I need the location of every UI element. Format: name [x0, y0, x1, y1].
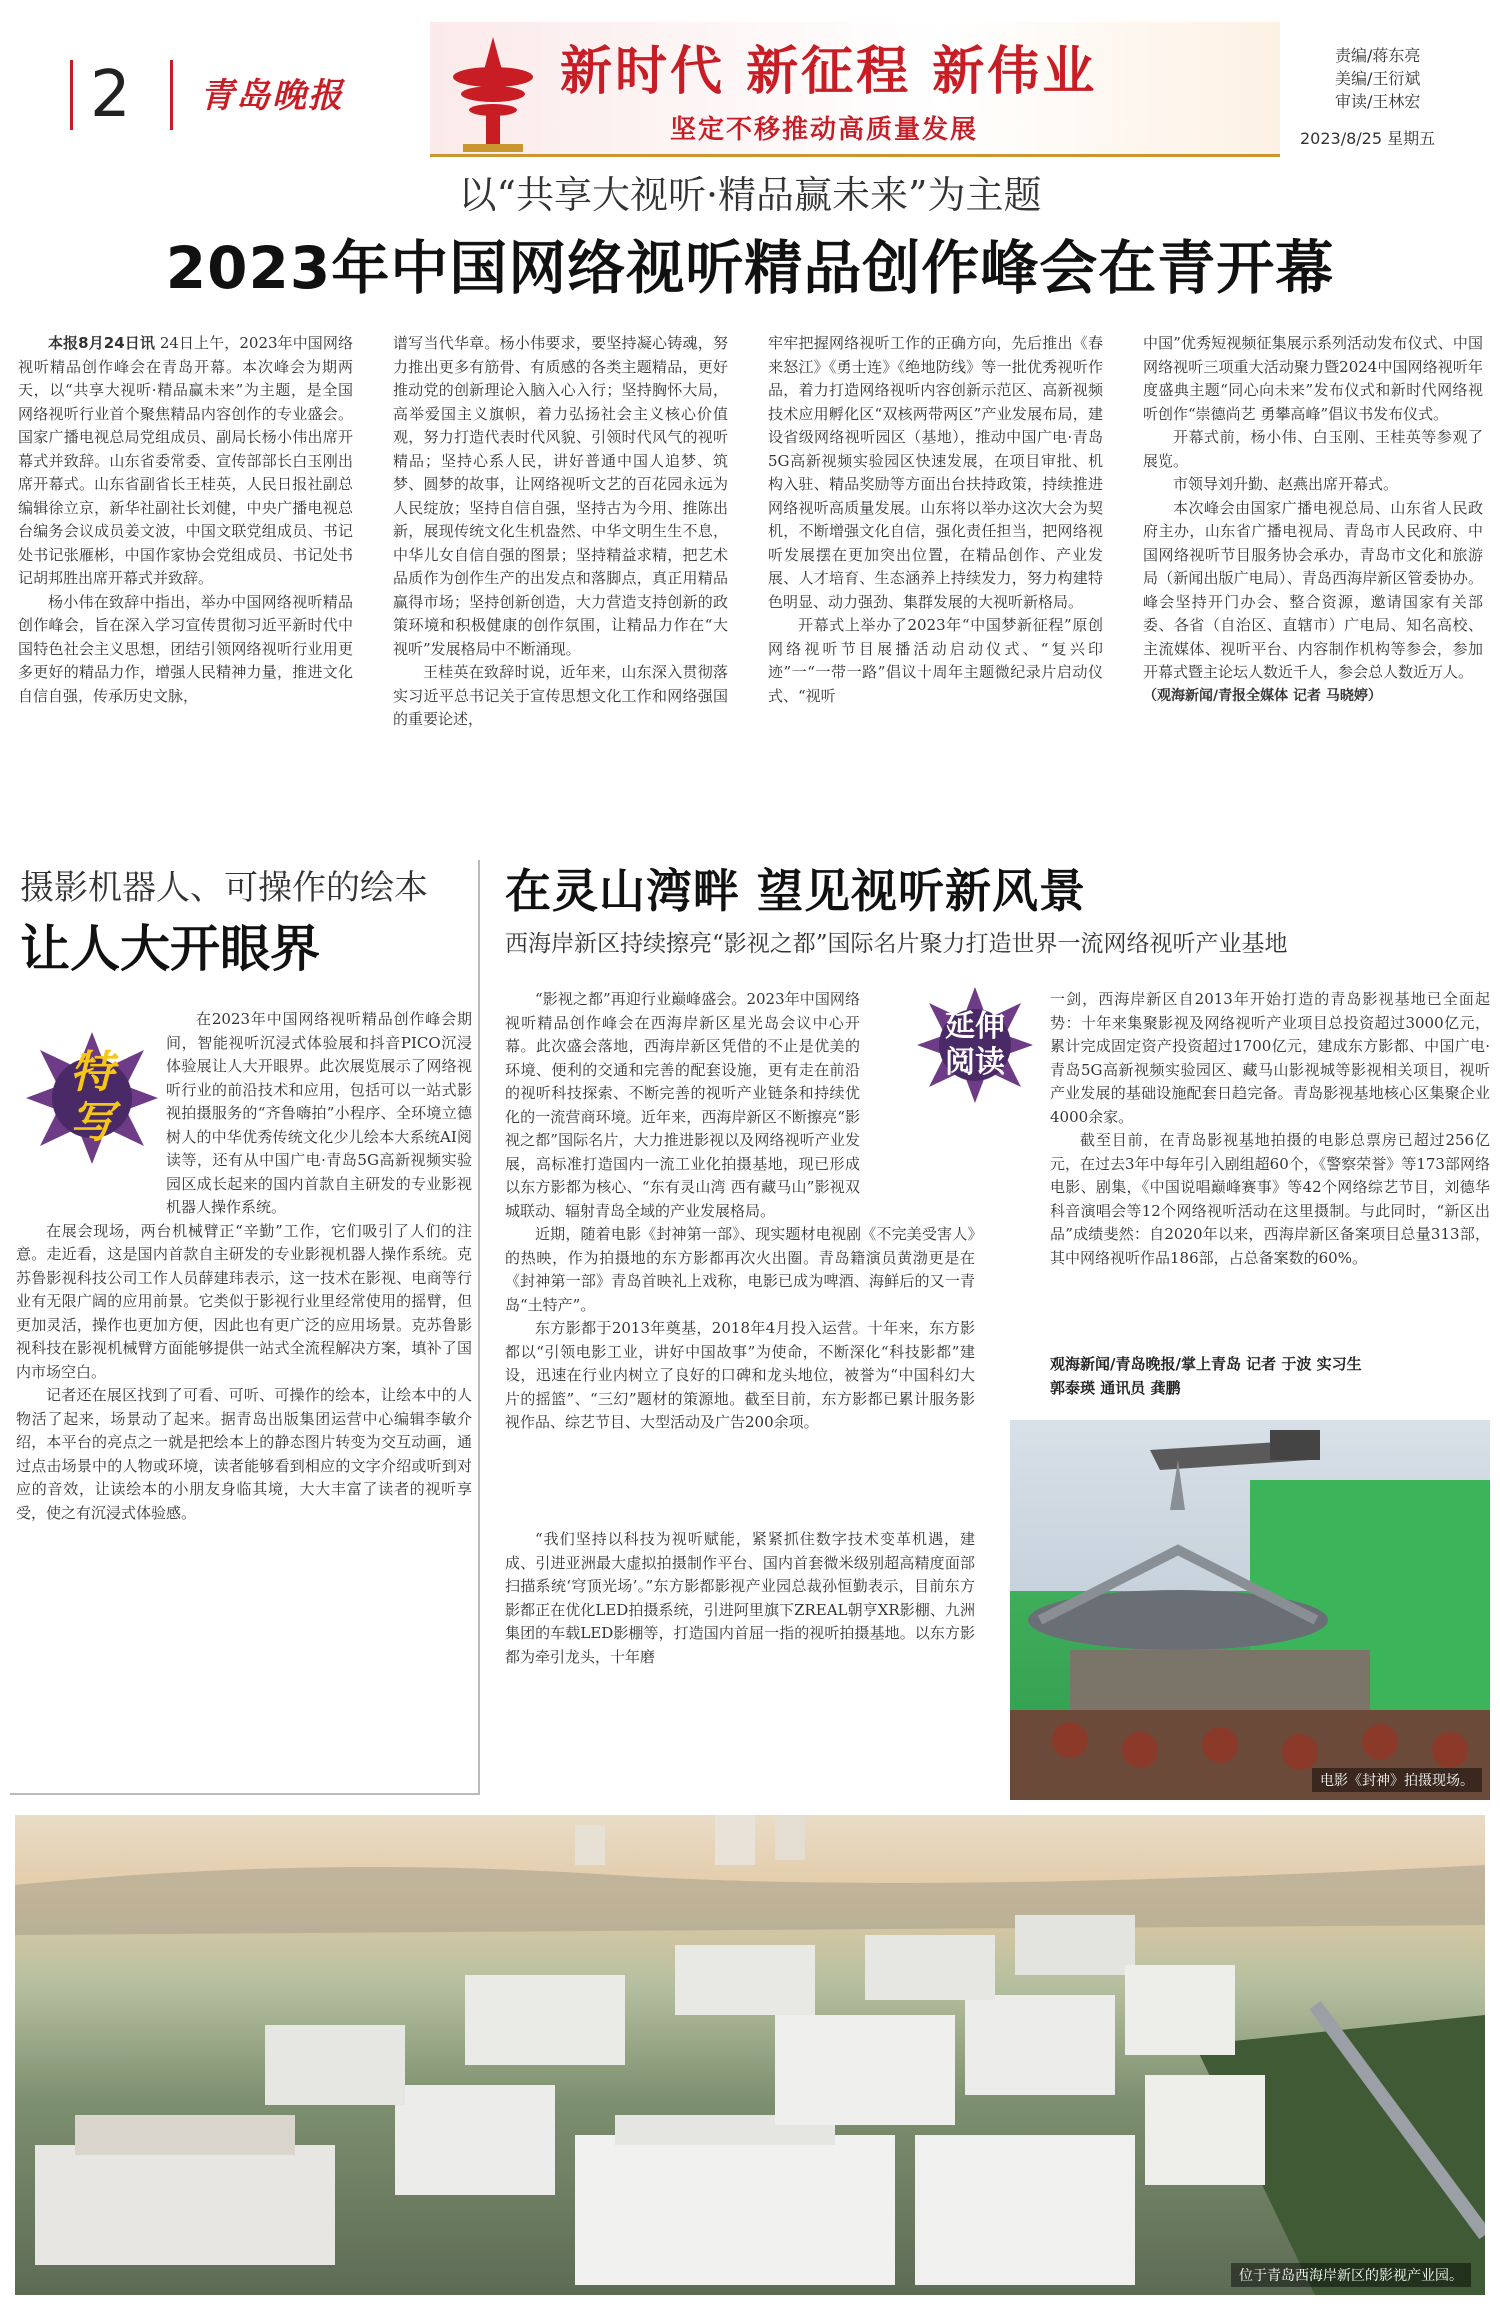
feature-headline: 让人大开眼界	[20, 920, 320, 978]
staff-credits	[1335, 44, 1420, 113]
extension-headline: 在灵山湾畔 望见视听新风景	[505, 864, 1087, 918]
lead-paragraph: 中国”优秀短视频征集展示系列活动发布仪式、中国网络视听三项重大活动聚力暨2024中国网络视听年度盛典主题“同心向未来”发布仪式和新时代网络视听创作“崇德尚艺 勇攀高峰”倡议书发布仪式。	[1143, 334, 1483, 423]
film-set-photo	[1010, 1420, 1490, 1800]
feature-paragraph: 记者还在展区找到了可看、可听、可操作的绘本，让绘本中的人物活了起来，场景动了起来。据青岛出版集团运营中心编辑李敏介绍，本平台的亮点之一就是把绘本上的静态图片转变为交互动画，通过点击场景中的人物或环境，读者能够看到相应的文字介绍或听到对应的音效，让读绘本的小朋友身临其境，大大丰富了读者的视听享受，使之有沉浸式体验感。	[16, 1386, 472, 1522]
lead-paragraph: 市领导刘升勤、赵燕出席开幕式。	[1173, 475, 1399, 493]
film-set-illustration	[1010, 1420, 1490, 1800]
extension-paragraph: 近期，随着电影《封神第一部》、现实题材电视剧《不完美受害人》的热映，作为拍摄地的东方影都再次火出圈。青岛籍演员黄渤更是在《封神第一部》青岛首映礼上戏称，电影已成为啤酒、海鲜后的又一青岛“土特产”。	[505, 1225, 975, 1314]
feature-badge-text: 特写	[70, 1047, 114, 1148]
extension-subheadline: 西海岸新区持续擦亮“影视之都”国际名片聚力打造世界一流网络视听产业基地	[505, 931, 1288, 957]
film-set-caption: 电影《封神》拍摄现场。	[1312, 1768, 1482, 1792]
extension-column-a	[505, 988, 975, 1528]
extension-paragraph: “影视之都”再迎行业巅峰盛会。2023年中国网络视听精品创作峰会在西海岸新区星光岛会议中心开幕。此次盛会落地，西海岸新区凭借的不止是优美的环境、便利的交通和完善的配套设施，更有走在前沿的视听科技探索、不断完善的视听产业链条和持续优化的一流营商环境。近年来，西海岸新区不断擦亮“影视之都”国际名片，大力推进影视以及网络视听产业发展，高标准打造国内一流工业化拍摄基地，现已形成以东方影都为核心、“东有灵山湾 西有藏马山”影视双城联动、辐射青岛全域的产业发展格局。	[505, 990, 860, 1220]
issue-date: 2023/8/25 星期五	[1300, 129, 1436, 148]
page-number: 2	[90, 58, 131, 132]
editor-credit: 责编/蒋东亮	[1335, 46, 1421, 65]
landmark-icon	[438, 32, 548, 154]
lead-column-3	[768, 332, 1103, 832]
lead-byline: （观海新闻/青报全媒体 记者 马晓婷）	[1143, 687, 1382, 704]
extension-paragraph: “我们坚持以科技为视听赋能，紧紧抓住数字技术变革机遇，建成、引进亚洲最大虚拟拍摄制作平台、国内首套微米级别超高精度面部扫描系统‘穹顶光场’。”东方影都影视产业园总裁孙恒勤表示，目前东方影都正在优化LED拍摄系统，引进阿里旗下ZREAL朝亨XR影棚、九洲集团的车载LED影棚等，打造国内首屈一指的视听拍摄基地。以东方影都为牵引龙头，十年磨	[505, 1530, 975, 1666]
aerial-caption: 位于青岛西海岸新区的影视产业园。	[1231, 2263, 1471, 2287]
aerial-illustration	[15, 1815, 1485, 2295]
extension-paragraph: 一剑，西海岸新区自2013年开始打造的青岛影视基地已全面起势：十年来集聚影视及网络视听产业项目总投资超过3000亿元，累计完成固定资产投资超过1700亿元，建成东方影都、中国广电·青岛5G高新视频实验园区、藏马山影视城等影视相关项目，视听产业发展的基础设施配套日趋完备。青岛影视基地核心区集聚企业4000余家。	[1050, 990, 1490, 1126]
lead-paragraph: 谱写当代华章。杨小伟要求，要坚持凝心铸魂，努力推出更多有筋骨、有质感的各类主题精品，更好推动党的创新理论入脑入心入行；坚持胸怀大局，高举爱国主义旗帜，着力弘扬社会主义核心价值观，努力打造代表时代风貌、引领时代风气的视听精品；坚持心系人民，讲好普通中国人追梦、筑梦、圆梦的故事，让网络视听文艺的百花园永远为人民绽放；坚持自信自强，坚持古为今用、推陈出新，展现传统文化生机盎然、中华文明生生不息，中华儿女自信自强的图景；坚持精益求精，把艺术品质作为创作生产的出发点和落脚点，真正用精品赢得市场；坚持创新创造，大力营造支持创新的政策环境和积极健康的创作氛围，让精品力作在“大视听”发展格局中不断涌现。	[393, 334, 728, 658]
banner-title: 新时代 新征程 新伟业	[560, 41, 1098, 102]
reviewer-credit: 审读/王林宏	[1335, 92, 1421, 111]
lead-paragraph: 牢牢把握网络视听工作的正确方向，先后推出《春来怒江》《勇士连》《绝地防线》等一批优秀视听作品，着力打造网络视听内容创新示范区、高新视频技术应用孵化区“双核两带两区”产业发展布局，建设省级网络视听园区（基地），推动中国广电·青岛5G高新视频实验园区快速发展，在项目审批、机构入驻、精品奖励等方面出台扶持政策，持续推进网络视听高质量发展。山东将以举办这次大会为契机，不断增强文化自信，强化责任担当，把网络视听发展摆在更加突出位置，在精品创作、产业发展、人才培育、生态涵养上持续发力，努力构建特色明显、动力强劲、集群发展的大视听新格局。	[768, 334, 1103, 611]
lead-headline: 2023年中国网络视听精品创作峰会在青开幕	[165, 234, 1335, 302]
extension-paragraph: 截至目前，在青岛影视基地拍摄的电影总票房已超过256亿元，在过去3年中每年引入剧组超60个，《警察荣誉》等173部网络电影、剧集，《中国说唱巅峰赛事》等42个网络综艺节目，刘德华科音演唱会等12个网络视听活动在这里摄制。与此同时，“新区出品”成绩斐然：自2020年以来，西海岸新区备案项目总量313部，其中网络视听作品186部，占总备案数的60%。	[1050, 1131, 1490, 1267]
designer-credit: 美编/王衍斌	[1335, 69, 1421, 88]
lead-column-1	[18, 332, 353, 832]
feature-box	[10, 860, 480, 1795]
lead-column-4	[1143, 332, 1483, 832]
paper-name-logo: 青岛晚报	[200, 76, 344, 116]
feature-paragraph: 在展会现场，两台机械臂正“辛勤”工作，它们吸引了人们的注意。走近看，这是国内首款自主研发的专业影视机器人操作系统。克苏鲁影视科技公司工作人员薛建玮表示，这一技术在影视、电商等行业有无限广阔的应用前景。它类似于影视行业里经常使用的摇臂，但更加灵活，操作也更加方便，因此也有更广泛的应用场景。克苏鲁影视科技在影视机械臂方面能够提供一站式全流程解决方案，填补了国内市场空白。	[16, 1221, 472, 1381]
lead-paragraph: 王桂英在致辞时说，近年来，山东深入贯彻落实习近平总书记关于宣传思想文化工作和网络强国的重要论述，	[393, 663, 728, 728]
extension-byline-line: 观海新闻/青岛晚报/掌上青岛 记者 于波 实习生	[1050, 1355, 1362, 1373]
lead-paragraph: 杨小伟在致辞中指出，举办中国网络视听精品创作峰会，旨在深入学习宣传贯彻习近平新时代中国特色社会主义思想，团结引领网络视听行业用更多更好的精品力作，增强人民精神力量，推进文化自信自强，传承历史文脉，	[18, 592, 353, 705]
extension-badge-text: 延伸阅读	[945, 1009, 1005, 1080]
extension-paragraph: 东方影都于2013年奠基，2018年4月投入运营。十年来，东方影都以“引领电影工业，讲好中国故事”为使命，不断深化“科技影都”建设，迅速在行业内树立了良好的口碑和龙头地位，被誉为“中国科幻大片的摇篮”、“三幻”题材的策源地。截至目前，东方影都已累计服务影视作品、综艺节目、大型活动及广告200余项。	[505, 1319, 975, 1431]
lead-paragraph: 开幕式前，杨小伟、白玉刚、王桂英等参观了展览。	[1143, 428, 1483, 470]
extension-byline-line: 郭泰瑛 通讯员 龚鹏	[1050, 1379, 1181, 1397]
aerial-photo	[15, 1815, 1485, 2295]
lead-column-2	[393, 332, 728, 832]
feature-kicker: 摄影机器人、可操作的绘本	[20, 868, 428, 908]
feature-body	[16, 1008, 472, 1788]
lead-paragraph: 开幕式上举办了2023年“中国梦新征程”原创网络视听节目展播活动启动仪式、“复兴印迹”一“一带一路”倡议十周年主题微纪录片启动仪式、“视听	[768, 616, 1103, 705]
extension-byline	[1050, 1352, 1490, 1400]
masthead	[0, 0, 1500, 170]
feature-paragraph: 在2023年中国网络视听精品创作峰会期间，智能视听沉浸式体验展和抖音PICO沉浸体验展让人大开眼界。此次展览展示了网络视听行业的前沿技术和应用，包括可以一站式影视拍摄服务的“齐鲁嗨拍”小程序、全环境立德树人的中华优秀传统文化少儿绘本大系统AI阅读等，还有从中国广电·青岛5G高新视频实验园区成长起来的国内首款自主研发的专业影视机器人操作系统。	[166, 1010, 472, 1216]
dateline: 本报8月24日讯	[48, 334, 155, 352]
banner	[430, 22, 1280, 157]
extension-column-b	[1050, 988, 1490, 1348]
lead-paragraph: 24日上午，2023年中国网络视听精品创作峰会在青岛开幕。本次峰会为期两天，以“共享大视听·精品赢未来”为主题，是全国网络视听行业首个聚焦精品内容创作的专业盛会。国家广播电视总局党组成员、副局长杨小伟出席开幕式并致辞。山东省委常委、宣传部部长白玉刚出席开幕式。山东省副省长王桂英，人民日报社副总编辑徐立京，新华社副社长刘健，中央广播电视总台编务会议成员姜文波，中国文联党组成员、书记处书记张雁彬，中国作家协会党组成员、书记处书记胡邦胜出席开幕式并致辞。	[18, 334, 353, 587]
lead-kicker: 以“共享大视听·精品赢未来”为主题	[458, 173, 1042, 217]
banner-subtitle: 坚定不移推动高质量发展	[670, 115, 979, 145]
lead-paragraph: 本次峰会由国家广播电视总局、山东省人民政府主办，山东省广播电视局、青岛市人民政府、中国网络视听节目服务协会承办，青岛市文化和旅游局（新闻出版广电局）、青岛西海岸新区管委协办。峰会坚持开门办会、整合资源，邀请国家有关部委、各省（自治区、直辖市）广电局、知名高校、主流媒体、视听平台、内容制作机构等参会，参加开幕式暨主论坛人数近千人，参会总人数近万人。	[1143, 498, 1483, 681]
extension-column-a-tail	[505, 1528, 975, 1798]
masthead-divider-right	[170, 60, 173, 130]
masthead-divider-left	[70, 60, 73, 130]
